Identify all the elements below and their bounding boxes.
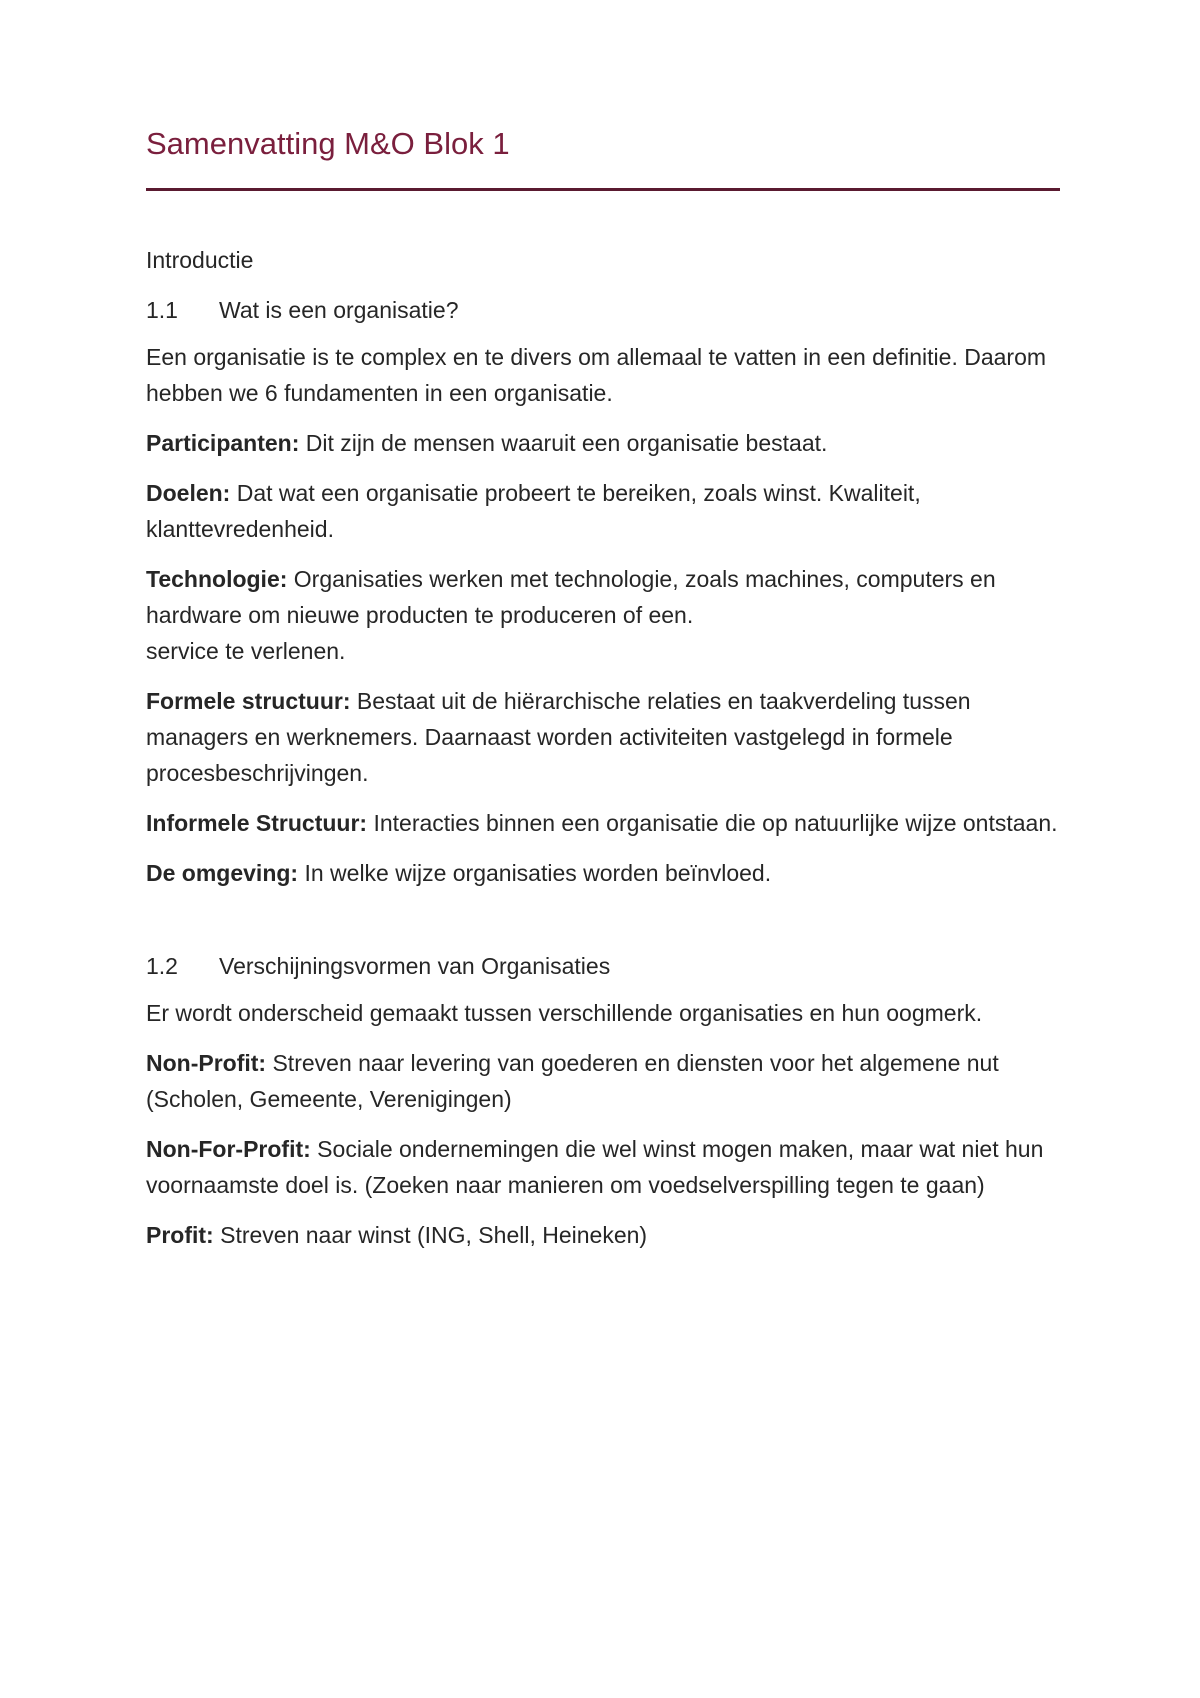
definition-term: Technologie: bbox=[146, 566, 288, 592]
definition-text: Organisaties werken met technologie, zoals machines, computers en hardware om nieuwe producten te produceren of een. bbox=[146, 566, 996, 628]
definition-text: Sociale ondernemingen die wel winst mogen maken, maar wat niet hun voornaamste doel is. (Zoeken naar manieren om voedselverspilling tegen te gaan) bbox=[146, 1136, 1044, 1198]
definition-term: Profit: bbox=[146, 1222, 214, 1248]
definition-term: Non-For-Profit: bbox=[146, 1136, 311, 1162]
definition-term: Doelen: bbox=[146, 480, 231, 506]
definition-text: Interacties binnen een organisatie die op natuurlijke wijze ontstaan. bbox=[367, 810, 1058, 836]
definition-non-profit bbox=[146, 1045, 1060, 1117]
section-number: 1.2 bbox=[146, 953, 178, 979]
section-heading-1-2 bbox=[146, 949, 1060, 983]
definition-term: Formele structuur: bbox=[146, 688, 351, 714]
definition-term: Participanten: bbox=[146, 430, 300, 456]
section-title: Verschijningsvormen van Organisaties bbox=[219, 953, 611, 979]
definition-text: Streven naar levering van goederen en diensten voor het algemene nut (Scholen, Gemeente, Verenigingen) bbox=[146, 1050, 999, 1112]
definition-text: In welke wijze organisaties worden beïnvloed. bbox=[298, 860, 772, 886]
section-spacer bbox=[146, 905, 1060, 949]
section-intro: Er wordt onderscheid gemaakt tussen verschillende organisaties en hun oogmerk. bbox=[146, 1000, 983, 1026]
definition-extra-line: service te verlenen. bbox=[146, 638, 346, 664]
definition-term: De omgeving: bbox=[146, 860, 299, 886]
section-number: 1.1 bbox=[146, 297, 178, 323]
definition-informele-structuur bbox=[146, 805, 1060, 841]
definition-participanten bbox=[146, 425, 1060, 461]
definition-term: Non-Profit: bbox=[146, 1050, 267, 1076]
definition-term: Informele Structuur: bbox=[146, 810, 368, 836]
definition-text: Bestaat uit de hiërarchische relaties en taakverdeling tussen managers en werknemers. Daarnaast worden activiteiten vastgelegd in formele procesbeschrijvingen. bbox=[146, 688, 971, 786]
section-title: Wat is een organisatie? bbox=[219, 297, 459, 323]
definition-non-for-profit bbox=[146, 1131, 1060, 1203]
intro-heading: Introductie bbox=[146, 247, 254, 273]
definition-text: Dit zijn de mensen waaruit een organisatie bestaat. bbox=[299, 430, 828, 456]
section-intro: Een organisatie is te complex en te divers om allemaal te vatten in een definitie. Daarom hebben we 6 fundamenten in een organisatie. bbox=[146, 344, 1047, 406]
definition-technologie bbox=[146, 561, 1060, 669]
definition-text: Dat wat een organisatie probeert te bereiken, zoals winst. Kwaliteit, klanttevredenheid. bbox=[146, 480, 921, 542]
document-title: Samenvatting M&O Blok 1 bbox=[146, 126, 510, 161]
definition-text: Streven naar winst (ING, Shell, Heineken) bbox=[213, 1222, 648, 1248]
section-heading-1-1 bbox=[146, 293, 1060, 327]
definition-formele-structuur bbox=[146, 683, 1060, 791]
definition-de-omgeving bbox=[146, 855, 1060, 891]
title-divider bbox=[146, 188, 1060, 191]
definition-profit bbox=[146, 1217, 1060, 1253]
definition-doelen bbox=[146, 475, 1060, 547]
document-body bbox=[146, 243, 1060, 1253]
